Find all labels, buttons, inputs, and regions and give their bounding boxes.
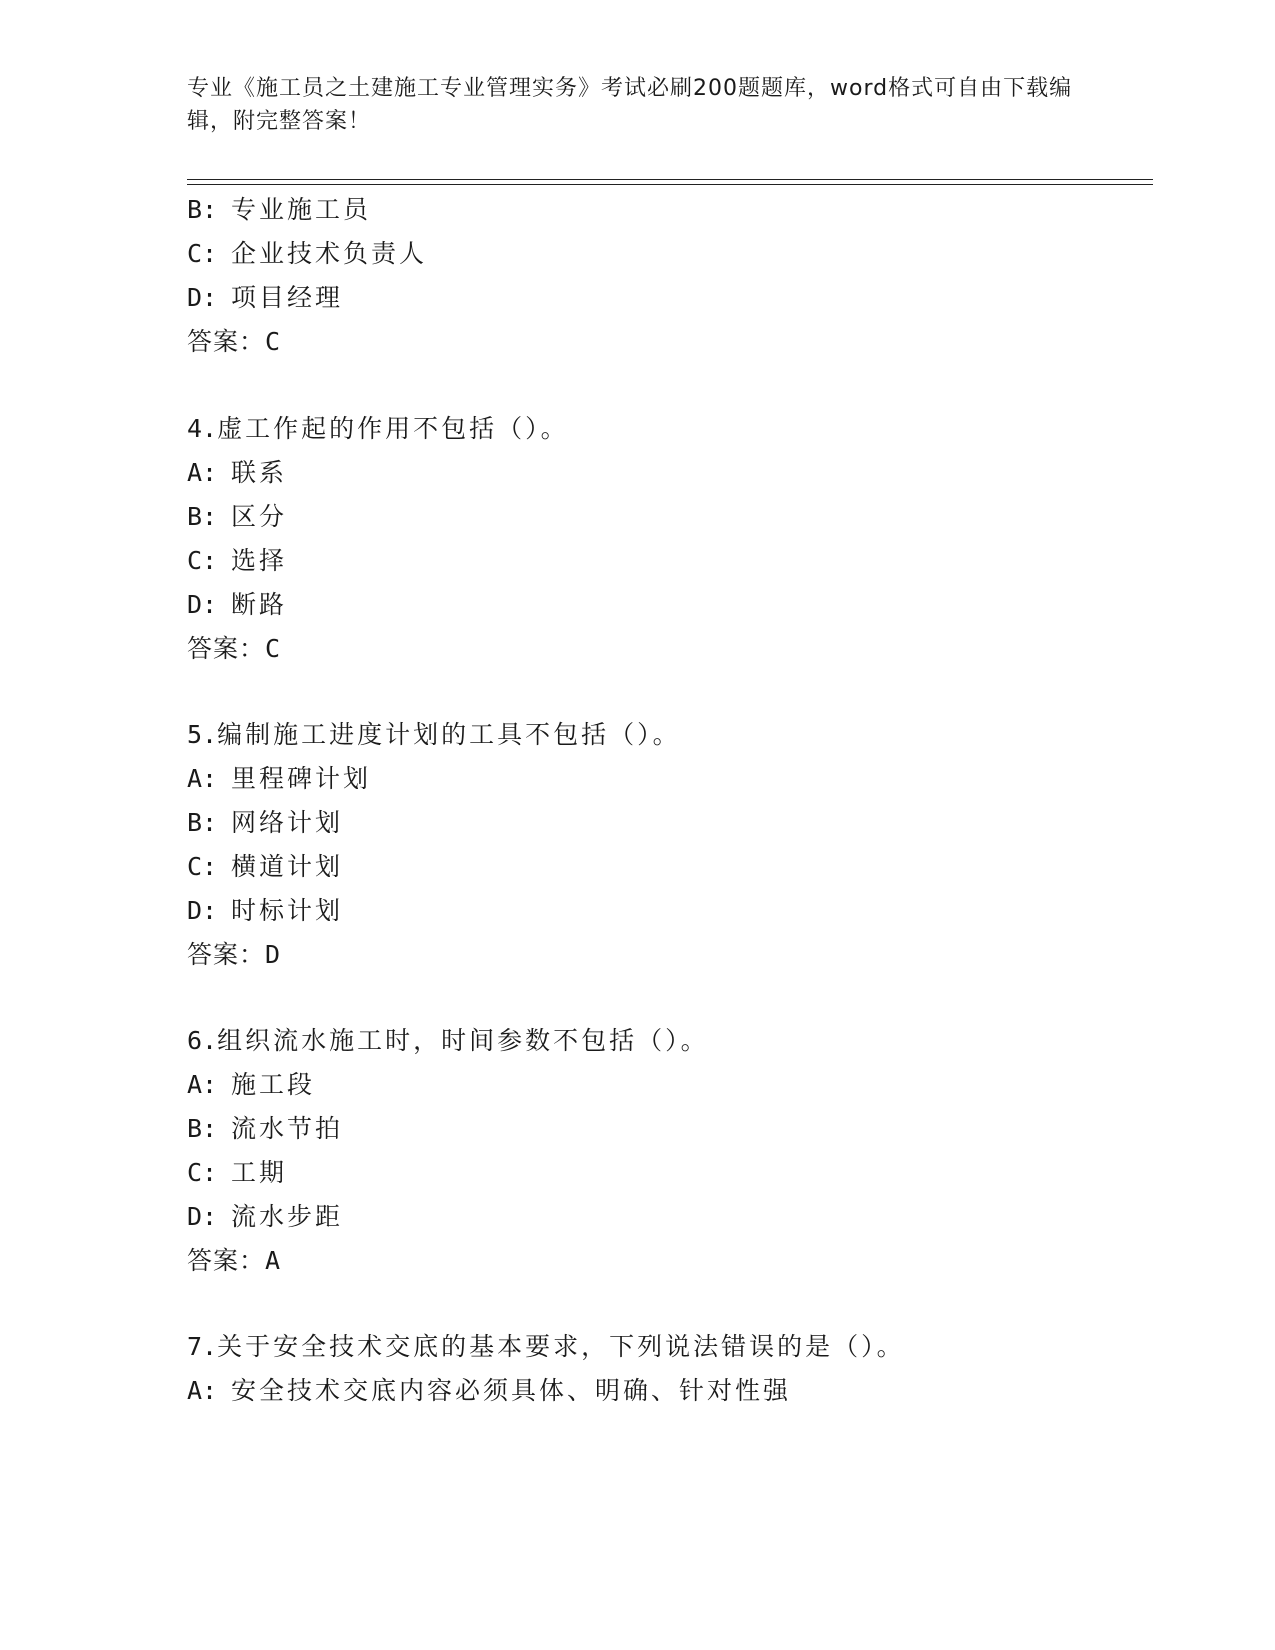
q4-option-c xyxy=(187,545,287,577)
q4-option-b xyxy=(187,501,287,533)
q6-option-a xyxy=(187,1069,315,1101)
q6-stem xyxy=(187,1025,709,1057)
q4-stem xyxy=(187,413,569,445)
option-text: 流水节拍 xyxy=(231,1114,344,1143)
question-number: 6. xyxy=(187,1026,218,1055)
q6-answer xyxy=(187,1245,281,1277)
option-text: 横道计划 xyxy=(231,852,344,881)
document-header: 专业《施工员之土建施工专业管理实务》考试必刷200题题库，word格式可自由下载编辑，附完整答案！ xyxy=(187,76,1073,134)
option-text: 联系 xyxy=(231,458,288,487)
answer-value: D xyxy=(265,940,282,969)
q5-option-c xyxy=(187,851,343,883)
option-label: A: xyxy=(187,1376,218,1405)
option-label: C: xyxy=(187,1158,218,1187)
question-number: 7. xyxy=(187,1332,218,1361)
question-text: 编制施工进度计划的工具不包括（）。 xyxy=(217,720,681,749)
q6-option-d xyxy=(187,1201,343,1233)
q6-option-b xyxy=(187,1113,343,1145)
q3-option-d xyxy=(187,282,343,314)
answer-value: A xyxy=(265,1246,282,1275)
q5-answer xyxy=(187,939,281,971)
q7-stem xyxy=(187,1331,905,1363)
answer-label: 答案： xyxy=(187,940,266,969)
option-label: C: xyxy=(187,546,218,575)
q7-option-a xyxy=(187,1375,791,1407)
option-label: D: xyxy=(187,896,218,925)
header-rule-top xyxy=(187,179,1153,180)
answer-label: 答案： xyxy=(187,1246,266,1275)
q6-option-c xyxy=(187,1157,287,1189)
option-label: A: xyxy=(187,1070,218,1099)
question-number: 4. xyxy=(187,414,218,443)
option-label: A: xyxy=(187,764,218,793)
header-rule-bottom xyxy=(187,184,1153,185)
option-label: D: xyxy=(187,1202,218,1231)
option-text: 网络计划 xyxy=(231,808,344,837)
q5-stem xyxy=(187,719,681,751)
q5-option-d xyxy=(187,895,343,927)
q3-option-b xyxy=(187,194,371,226)
answer-value: C xyxy=(265,634,282,663)
option-text: 安全技术交底内容必须具体、明确、针对性强 xyxy=(231,1376,792,1405)
q5-option-b xyxy=(187,807,343,839)
q4-answer xyxy=(187,633,281,665)
option-label: D: xyxy=(187,590,218,619)
question-text: 关于安全技术交底的基本要求，下列说法错误的是（）。 xyxy=(217,1332,905,1361)
q4-option-d xyxy=(187,589,287,621)
answer-value: C xyxy=(265,327,282,356)
option-label: D: xyxy=(187,283,218,312)
option-text: 流水步距 xyxy=(231,1202,344,1231)
option-text: 区分 xyxy=(231,502,288,531)
question-text: 虚工作起的作用不包括（）。 xyxy=(217,414,569,443)
option-text: 里程碑计划 xyxy=(231,764,372,793)
option-text: 专业施工员 xyxy=(231,195,372,224)
option-label: A: xyxy=(187,458,218,487)
question-text: 组织流水施工时，时间参数不包括（）。 xyxy=(217,1026,709,1055)
option-text: 施工段 xyxy=(231,1070,316,1099)
option-text: 项目经理 xyxy=(231,283,344,312)
question-number: 5. xyxy=(187,720,218,749)
option-text: 工期 xyxy=(231,1158,288,1187)
option-label: B: xyxy=(187,808,218,837)
q3-answer xyxy=(187,326,281,358)
answer-label: 答案： xyxy=(187,634,266,663)
q4-option-a xyxy=(187,457,287,489)
option-label: C: xyxy=(187,239,218,268)
answer-label: 答案： xyxy=(187,327,266,356)
option-label: C: xyxy=(187,852,218,881)
option-text: 选择 xyxy=(231,546,288,575)
option-label: B: xyxy=(187,502,218,531)
option-text: 企业技术负责人 xyxy=(231,239,428,268)
q5-option-a xyxy=(187,763,371,795)
option-label: B: xyxy=(187,1114,218,1143)
option-text: 断路 xyxy=(231,590,288,619)
option-text: 时标计划 xyxy=(231,896,344,925)
q3-option-c xyxy=(187,238,427,270)
option-label: B: xyxy=(187,195,218,224)
